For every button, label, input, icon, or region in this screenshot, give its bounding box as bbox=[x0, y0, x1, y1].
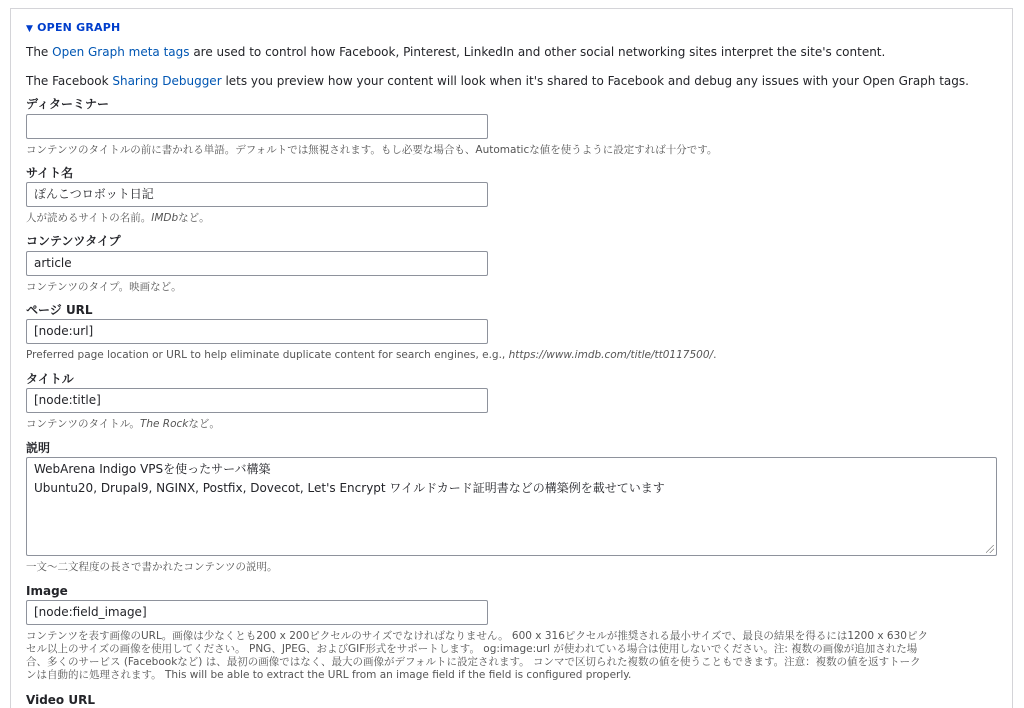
page-url-description bbox=[26, 349, 716, 362]
determiner-input[interactable] bbox=[26, 114, 488, 139]
description-line-1: WebArena Indigo VPSを使ったサーバ構築 bbox=[34, 462, 271, 476]
image-description-line-4: ンは自動的に処理されます。 This will be able to extract the URL from an image field if the field is configured properly. bbox=[26, 669, 632, 681]
triangle-down-icon: ▼ bbox=[26, 24, 34, 34]
intro1-pre: The bbox=[26, 45, 53, 59]
title-desc-post: など。 bbox=[188, 418, 220, 430]
page-url-label: ページ URL bbox=[26, 303, 93, 317]
open-graph-toggle[interactable] bbox=[26, 21, 120, 34]
title-input[interactable]: [node:title] bbox=[26, 388, 488, 413]
description-help: 一文〜二文程度の長さで書かれたコンテンツの説明。 bbox=[26, 561, 278, 573]
site-name-input[interactable]: ぽんこつロボット日記 bbox=[26, 182, 488, 207]
description-line-2: Ubuntu20, Drupal9, NGINX, Postfix, Dovecot, Let's Encrypt ワイルドカード証明書などの構築例を載せています bbox=[34, 481, 665, 495]
title-label: タイトル bbox=[26, 372, 74, 386]
intro2-pre: The Facebook bbox=[26, 74, 113, 88]
intro2-post: lets you preview how your content will look when it's shared to Facebook and debug any issues with your Open Graph tags. bbox=[221, 74, 969, 88]
site-name-desc-post: など。 bbox=[178, 212, 210, 224]
title-desc-example: The Rock bbox=[139, 418, 189, 430]
section-title: OPEN GRAPH bbox=[37, 21, 121, 34]
page-url-desc-post: . bbox=[713, 349, 717, 361]
intro1-post: are used to control how Facebook, Pinterest, LinkedIn and other social networking sites interpret the site's content. bbox=[189, 45, 886, 59]
resize-grip-icon[interactable] bbox=[986, 545, 994, 553]
open-graph-meta-tags-link[interactable]: Open Graph meta tags bbox=[52, 45, 190, 59]
description-textarea[interactable] bbox=[26, 457, 997, 556]
site-name-desc-pre: 人が読めるサイトの名前。 bbox=[26, 212, 152, 224]
content-type-input[interactable]: article bbox=[26, 251, 488, 276]
intro-paragraph-1 bbox=[26, 44, 885, 60]
image-description-line-1: コンテンツを表す画像のURL。画像は少なくとも200 x 200ピクセルのサイズでなければなりません。 600 x 316ピクセルが推奨される最小サイズで、最良の結果を得るには1200 x 630ピク bbox=[26, 630, 928, 642]
description-label: 説明 bbox=[26, 441, 51, 455]
content-type-label: コンテンツタイプ bbox=[26, 234, 121, 248]
determiner-label: ディターミナー bbox=[26, 97, 110, 111]
page-url-desc-example: https://www.imdb.com/title/tt0117500/ bbox=[508, 349, 714, 361]
page-url-input[interactable]: [node:url] bbox=[26, 319, 488, 344]
video-url-label: Video URL bbox=[26, 693, 95, 707]
image-label: Image bbox=[26, 584, 68, 598]
sharing-debugger-link[interactable]: Sharing Debugger bbox=[112, 74, 222, 88]
image-input[interactable]: [node:field_image] bbox=[26, 600, 488, 625]
determiner-description: コンテンツのタイトルの前に書かれる単語。デフォルトでは無視されます。もし必要な場合も、Automaticな値を使うように設定すれば十分です。 bbox=[26, 144, 718, 156]
image-description-line-2: セル以上のサイズの画像を使用してください。 PNG、JPEG、およびGIF形式をサポートします。 og:image:url が使われている場合は使用しないでください。注: 複数の画像が追加された場 bbox=[26, 643, 918, 655]
title-description bbox=[26, 418, 220, 431]
site-name-desc-example: IMDb bbox=[151, 212, 179, 224]
title-desc-pre: コンテンツのタイトル。 bbox=[26, 418, 140, 430]
site-name-description bbox=[26, 212, 210, 225]
site-name-label: サイト名 bbox=[26, 166, 74, 180]
content-type-description: コンテンツのタイプ。映画など。 bbox=[26, 281, 182, 293]
image-description-line-3: 合、多くのサービス (Facebookなど) は、最初の画像ではなく、最大の画像がデフォルトに設定されます。 コンマで区切られた複数の値を使うこともできます。注意：複数の値を返すトーク bbox=[26, 656, 921, 668]
page-url-desc-pre: Preferred page location or URL to help eliminate duplicate content for search engines, e.g., bbox=[26, 349, 509, 361]
intro-paragraph-2 bbox=[26, 73, 969, 89]
